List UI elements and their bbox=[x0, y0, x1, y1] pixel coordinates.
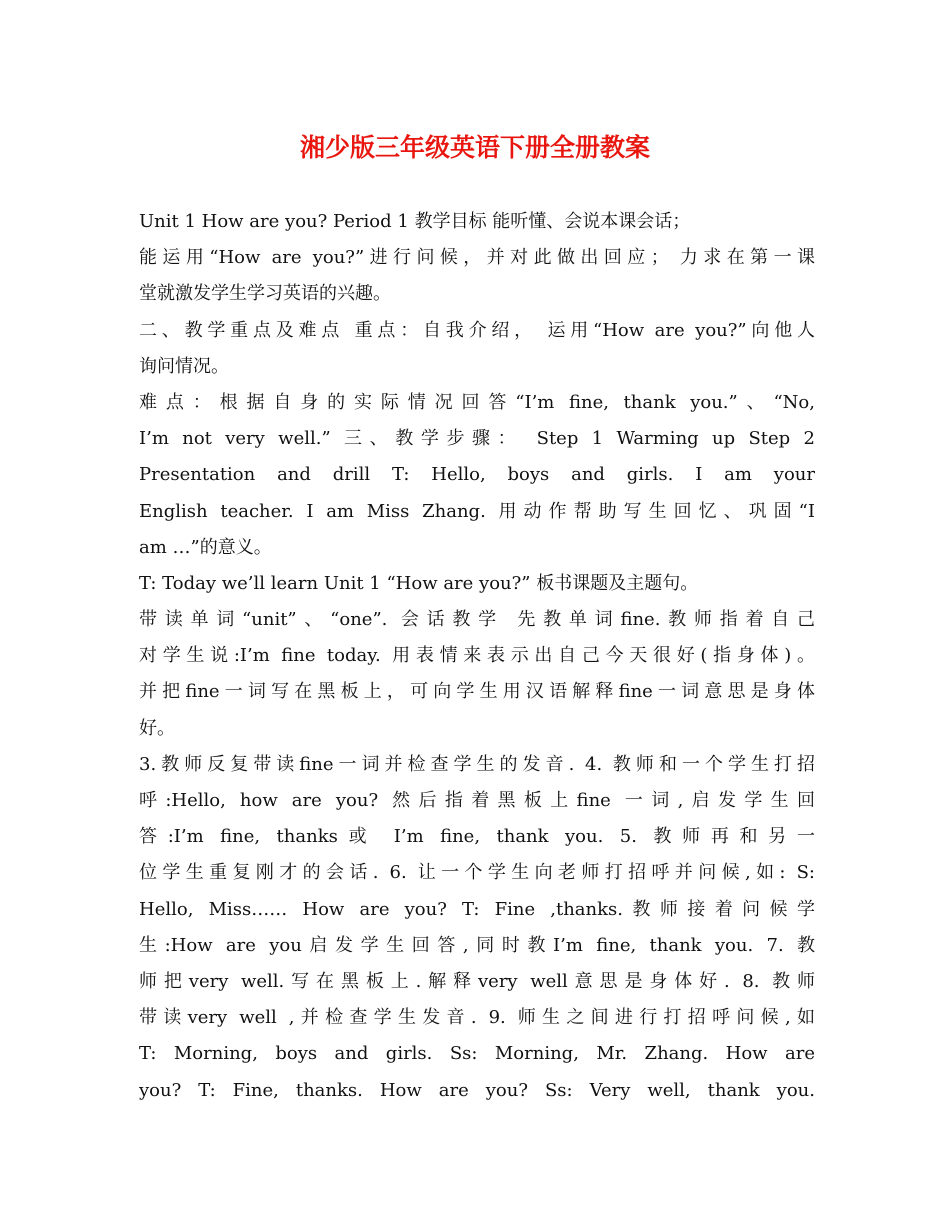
text-line-4: 二、教学重点及难点 重点：自我介绍， 运用“How are you?”向他人 bbox=[139, 319, 815, 341]
text-line-14: 并把fine一词写在黑板上，可向学生用汉语解释fine一词意思是身体 bbox=[139, 681, 815, 703]
text-line-21: 生:How are you启发学生回答,同时教I’m fine, thank you. 7. 教 bbox=[139, 934, 815, 956]
text-line-16: 3.教师反复带读fine一词并检查学生的发音. 4. 教师和一个学生打招 bbox=[139, 753, 815, 775]
text-line-25: you? T: Fine, thanks. How are you? Ss: Very well, thank you. bbox=[139, 1079, 815, 1101]
text-line-5: 询问情况。 bbox=[139, 355, 229, 377]
document-title: 湘少版三年级英语下册全册教案 bbox=[299, 133, 650, 162]
text-line-6: 难点：根据自身的实际情况回答“I’m fine, thank you.”、“No, bbox=[139, 391, 815, 413]
text-line-18: 答:I’m fine, thanks或 I’m fine, thank you. 5. 教师再和另一 bbox=[139, 826, 815, 848]
text-line-7: I’m not very well.” 三、教学步骤： Step 1 Warming up Step 2 bbox=[139, 428, 815, 450]
text-line-22: 师把very well.写在黑板上.解释very well意思是身体好. 8. 教师 bbox=[139, 970, 815, 992]
text-line-17: 呼:Hello, how are you? 然后指着黑板上fine 一词,启发学生回 bbox=[139, 790, 815, 811]
text-line-1: Unit 1 How are you? Period 1 教学目标 能听懂、会说本课会话； bbox=[139, 211, 691, 232]
text-line-19: 位学生重复刚才的会话. 6. 让一个学生向老师打招呼并问候,如: S: bbox=[139, 862, 815, 884]
text-line-11: T: Today we’ll learn Unit 1 “How are you?” 板书课题及主题句。 bbox=[139, 572, 699, 594]
text-line-24: T: Morning, boys and girls. Ss: Morning, Mr. Zhang. How are bbox=[139, 1043, 815, 1065]
text-line-23: 带读very well ,并检查学生发音. 9. 师生之间进行打招呼问候,如 bbox=[139, 1007, 815, 1029]
text-line-20: Hello, Miss…… How are you? T: Fine ,thanks.教师接着问候学 bbox=[139, 898, 815, 920]
text-line-12: 带读单词“unit”、“one”. 会话教学 先教单词fine.教师指着自己 bbox=[139, 609, 815, 631]
text-line-13: 对学生说:I’m fine today. 用表情来表示出自己今天很好(指身体)。 bbox=[139, 645, 815, 667]
document-body bbox=[139, 204, 815, 1109]
text-line-9: English teacher. I am Miss Zhang. 用动作帮助写生回忆、巩固“I bbox=[139, 500, 815, 522]
text-line-10: am …”的意义。 bbox=[139, 536, 272, 558]
text-line-3: 堂就激发学生学习英语的兴趣。 bbox=[139, 283, 391, 305]
text-line-2: 能运用“How are you?”进行问候，并对此做出回应； 力求在第一课 bbox=[139, 247, 815, 269]
text-line-8: Presentation and drill T: Hello, boys and girls. I am your bbox=[139, 464, 815, 486]
text-line-15: 好。 bbox=[139, 717, 175, 739]
